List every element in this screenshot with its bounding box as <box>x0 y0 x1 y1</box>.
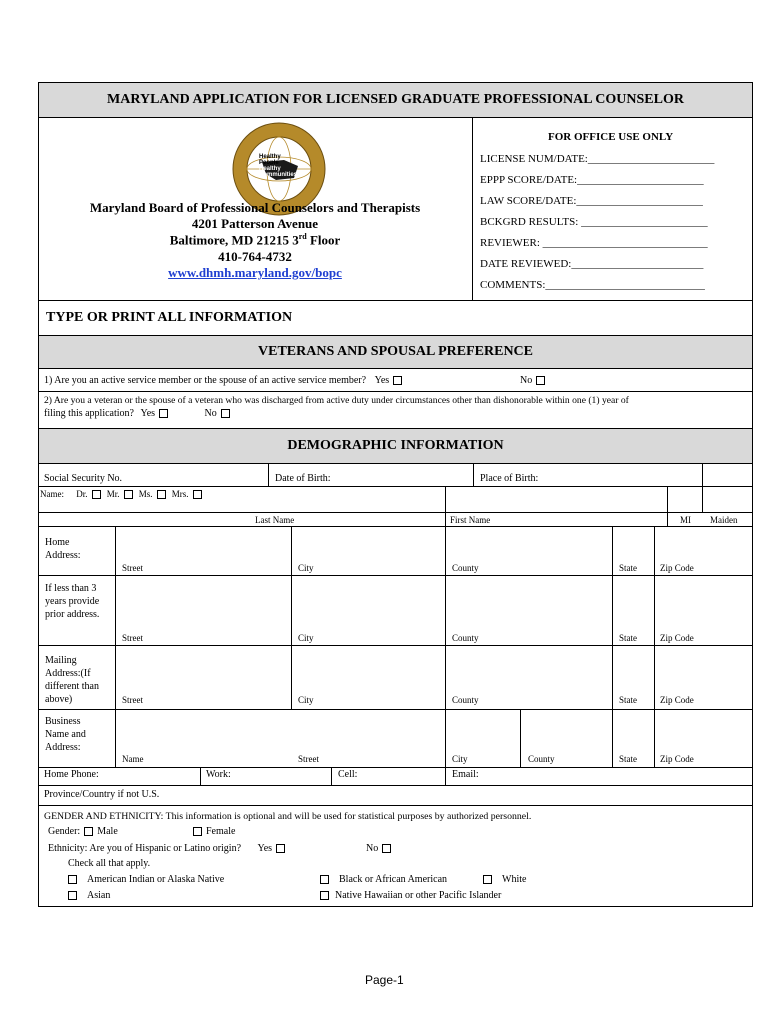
race-american-indian-checkbox[interactable] <box>68 875 77 884</box>
ethnicity-row <box>48 843 289 854</box>
grid-line <box>702 463 703 513</box>
race-white-checkbox[interactable] <box>483 875 492 884</box>
mailing-city-label: City <box>298 695 314 705</box>
race-black-checkbox[interactable] <box>320 875 329 884</box>
grid-line <box>38 486 753 487</box>
email-label: Email: <box>452 769 479 780</box>
veterans-q1-text: 1) Are you an active service member or the spouse of an active service member? <box>44 375 367 386</box>
grid-line <box>38 709 753 710</box>
race-asian-checkbox[interactable] <box>68 891 77 900</box>
home-county-label: County <box>452 563 479 573</box>
title-ms-checkbox[interactable] <box>157 490 166 499</box>
mailing-address-label: Mailing Address:(If different than above) <box>45 655 99 705</box>
grid-line <box>268 463 269 487</box>
name-row <box>40 489 206 499</box>
race-black <box>316 874 447 885</box>
prior-city-label: City <box>298 633 314 643</box>
gender-female-label: Female <box>206 826 236 837</box>
svg-text:Healthy: Healthy <box>259 154 281 160</box>
office-bckgrd-line: BCKGRD RESULTS: _______________________ <box>480 216 708 228</box>
gender-ethnicity-intro: GENDER AND ETHNICITY: This information is optional and will be used for statistical purposes by authorized personnel. <box>44 811 532 822</box>
veterans-q1-no <box>520 375 549 386</box>
grid-line <box>115 526 116 767</box>
dob-label: Date of Birth: <box>275 473 331 484</box>
address-line2-end: Floor <box>306 232 341 248</box>
grid-line <box>445 526 446 767</box>
grid-line <box>445 486 446 527</box>
prior-zip-label: Zip Code <box>660 633 694 643</box>
business-zip-label: Zip Code <box>660 754 694 764</box>
veterans-q2-line2 <box>44 408 234 419</box>
veterans-q2-yes-checkbox[interactable] <box>159 409 168 418</box>
cell-phone-label: Cell: <box>338 769 358 780</box>
office-reviewer-line: REVIEWER: ______________________________ <box>480 237 708 249</box>
grid-line <box>291 526 292 709</box>
race-asian-label: Asian <box>87 890 111 901</box>
race-pacific-islander <box>316 890 501 901</box>
board-address-line1: 4201 Patterson Avenue <box>191 216 319 231</box>
office-use-heading: FOR OFFICE USE ONLY <box>548 131 674 143</box>
business-state-label: State <box>619 754 637 764</box>
home-street-label: Street <box>122 563 143 573</box>
mailing-state-label: State <box>619 695 637 705</box>
pob-label: Place of Birth: <box>480 473 539 484</box>
check-all-label: Check all that apply. <box>68 858 151 869</box>
veterans-heading: VETERANS AND SPOUSAL PREFERENCE <box>38 335 753 369</box>
race-white <box>479 874 526 885</box>
home-address-label: Home Address: <box>45 537 81 561</box>
office-license-line: LICENSE NUM/DATE:_______________________ <box>480 153 715 165</box>
address-line2-main: Baltimore, MD 21215 3 <box>169 232 299 248</box>
race-asian <box>64 890 110 901</box>
prior-state-label: State <box>619 633 637 643</box>
veterans-q2-yes-label: Yes <box>140 408 156 419</box>
mailing-county-label: County <box>452 695 479 705</box>
home-city-label: City <box>298 563 314 573</box>
title-mr-label: Mr. <box>106 489 120 499</box>
title-mr-checkbox[interactable] <box>124 490 133 499</box>
veterans-q2-no-checkbox[interactable] <box>221 409 230 418</box>
gender-female <box>189 826 235 837</box>
demographic-table <box>38 463 753 907</box>
veterans-q2-line1: 2) Are you a veteran or the spouse of a veteran who was discharged from active duty under circumstances other than dishonorable within one (1) year of <box>44 395 629 406</box>
business-street-label: Street <box>298 754 319 764</box>
office-law-line: LAW SCORE/DATE:_______________________ <box>480 195 703 207</box>
gender-male-label: Male <box>97 826 118 837</box>
title-ms-label: Ms. <box>138 489 153 499</box>
ssn-label: Social Security No. <box>44 473 123 484</box>
svg-text:Communities: Communities <box>259 172 298 178</box>
board-name: Maryland Board of Professional Counselors and Therapists <box>89 200 421 215</box>
grid-line <box>38 767 753 768</box>
ethnicity-yes-checkbox[interactable] <box>276 844 285 853</box>
name-label: Name: <box>40 489 64 499</box>
grid-line <box>38 575 753 576</box>
svg-text:People: People <box>259 160 279 166</box>
title-dr-checkbox[interactable] <box>92 490 101 499</box>
race-american-indian-label: American Indian or Alaska Native <box>87 874 225 885</box>
grid-line <box>667 486 668 527</box>
office-comments-line: COMMENTS:_____________________________ <box>480 279 705 291</box>
mailing-street-label: Street <box>122 695 143 705</box>
veterans-q1-yes-label: Yes <box>374 375 390 386</box>
page-number: Page-1 <box>365 973 404 987</box>
grid-line <box>200 767 201 785</box>
veterans-q2-no-label: No <box>204 408 217 419</box>
veterans-q1-no-checkbox[interactable] <box>536 376 545 385</box>
grid-line <box>445 767 446 785</box>
mailing-zip-label: Zip Code <box>660 695 694 705</box>
ethnicity-question: Ethnicity: Are you of Hispanic or Latino origin? <box>48 843 242 854</box>
demographic-heading: DEMOGRAPHIC INFORMATION <box>38 428 753 464</box>
business-name-label: Name <box>122 754 144 764</box>
business-label: Business Name and Address: <box>45 716 86 753</box>
address-line2-sup: rd <box>298 232 307 241</box>
maiden-label: Maiden <box>710 515 738 525</box>
work-phone-label: Work: <box>206 769 231 780</box>
grid-line <box>38 805 753 806</box>
office-date-reviewed-line: DATE REVIEWED:________________________ <box>480 258 704 270</box>
title-mrs-label: Mrs. <box>171 489 189 499</box>
business-city-label: City <box>452 754 468 764</box>
gender-row <box>48 826 118 837</box>
grid-line <box>473 463 474 487</box>
board-address-line2 <box>38 232 472 248</box>
ethnicity-no-checkbox[interactable] <box>382 844 391 853</box>
office-eppp-line: EPPP SCORE/DATE:_______________________ <box>480 174 704 186</box>
mi-label: MI <box>680 515 691 525</box>
board-phone: 410-764-4732 <box>218 249 292 264</box>
province-label: Province/Country if not U.S. <box>44 789 160 800</box>
veterans-q2-text: filing this application? <box>44 408 134 419</box>
race-white-label: White <box>502 874 527 885</box>
title-mrs-checkbox[interactable] <box>193 490 202 499</box>
svg-text:Healthy: Healthy <box>259 166 281 172</box>
form-title: MARYLAND APPLICATION FOR LICENSED GRADUATE PROFESSIONAL COUNSELOR <box>38 82 753 118</box>
type-print-instruction: TYPE OR PRINT ALL INFORMATION <box>46 310 293 325</box>
veterans-q1-no-label: No <box>520 375 533 386</box>
last-name-label: Last Name <box>255 515 295 525</box>
gender-label: Gender: <box>48 826 81 837</box>
prior-county-label: County <box>452 633 479 643</box>
prior-address-label: If less than 3 years provide prior address. <box>45 583 100 620</box>
grid-line <box>38 526 753 527</box>
veterans-q1 <box>44 375 406 386</box>
home-phone-label: Home Phone: <box>44 769 99 780</box>
grid-line <box>38 785 753 786</box>
title-dr-label: Dr. <box>76 489 88 499</box>
ethnicity-no-label: No <box>366 843 379 854</box>
grid-line <box>654 526 655 767</box>
home-state-label: State <box>619 563 637 573</box>
race-pacific-islander-label: Native Hawaiian or other Pacific Islander <box>335 890 502 901</box>
grid-line <box>331 767 332 785</box>
header-divider <box>472 117 473 301</box>
grid-line <box>38 512 753 513</box>
gender-male-checkbox[interactable] <box>84 827 93 836</box>
grid-line <box>612 526 613 767</box>
ethnicity-yes-label: Yes <box>257 843 273 854</box>
prior-street-label: Street <box>122 633 143 643</box>
race-american-indian <box>64 874 224 885</box>
ethnicity-no <box>366 843 395 854</box>
race-pacific-islander-checkbox[interactable] <box>320 891 329 900</box>
business-county-label: County <box>528 754 555 764</box>
grid-line <box>520 709 521 767</box>
race-black-label: Black or African American <box>339 874 448 885</box>
veterans-q1-yes-checkbox[interactable] <box>393 376 402 385</box>
home-zip-label: Zip Code <box>660 563 694 573</box>
board-website-link[interactable]: www.dhmh.maryland.gov/bopc <box>168 265 342 280</box>
gender-female-checkbox[interactable] <box>193 827 202 836</box>
grid-line <box>38 645 753 646</box>
first-name-label: First Name <box>450 515 491 525</box>
